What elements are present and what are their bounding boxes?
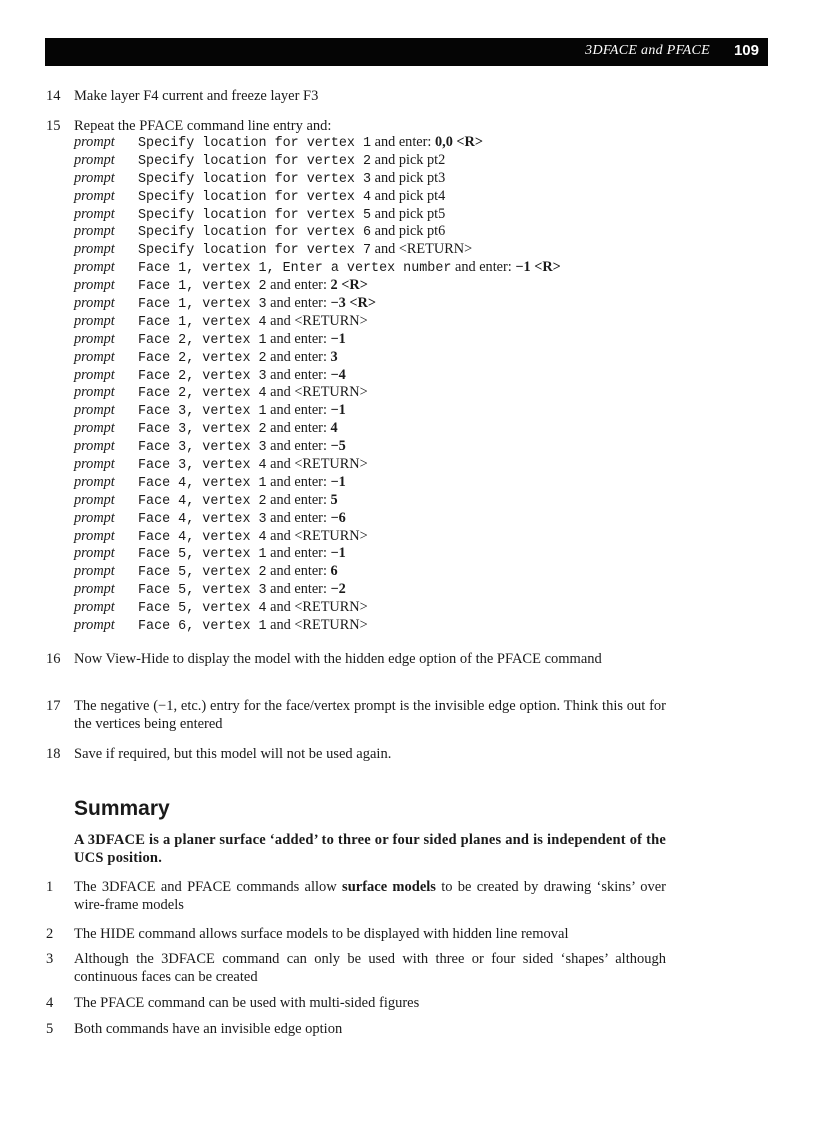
step-number: 17 (46, 698, 61, 714)
prompt-instruction: and enter: (266, 402, 331, 419)
step-number: 15 (46, 118, 61, 134)
command-prompt-text: Face 3, vertex 2 (138, 422, 267, 438)
prompt-label: prompt (74, 473, 115, 490)
prompt-row (74, 438, 674, 456)
prompt-row (74, 420, 674, 438)
prompt-row (74, 223, 674, 241)
step-text: Repeat the PFACE command line entry and: (74, 118, 332, 134)
prompt-instruction: and pick pt3 (371, 169, 446, 186)
prompt-instruction: and enter: (371, 134, 435, 150)
prompt-label: prompt (74, 277, 115, 294)
entered-value: 6 (330, 563, 338, 580)
command-prompt-text: Face 2, vertex 2 (138, 350, 267, 366)
command-prompt-text: Face 1, vertex 3 (138, 297, 267, 313)
prompt-instruction: and pick pt6 (371, 223, 446, 240)
prompt-row (74, 367, 674, 385)
command-prompt-text: Specify location for vertex 1 (138, 136, 372, 151)
prompt-label: prompt (74, 134, 115, 150)
step-text: The negative (−1, etc.) entry for the face/vertex prompt is the invisible edge option. Think this out for the vertices being entered (74, 698, 666, 732)
header-title: 3DFACE and PFACE (585, 43, 710, 58)
command-prompt-text: Face 2, vertex 4 (138, 386, 267, 402)
entered-value: −3 <R> (330, 295, 376, 312)
prompt-instruction: and enter: (451, 259, 516, 276)
summary-item-number: 1 (46, 879, 54, 895)
prompt-label: prompt (74, 241, 115, 258)
prompt-row (74, 349, 674, 367)
prompt-row (74, 241, 674, 259)
prompt-list (74, 134, 674, 635)
prompt-label: prompt (74, 348, 115, 365)
prompt-row (74, 617, 674, 635)
page-number: 109 (733, 42, 759, 59)
command-prompt-text: Face 5, vertex 4 (138, 601, 267, 617)
prompt-label: prompt (74, 527, 115, 544)
entered-value: −2 (330, 581, 346, 598)
prompt-label: prompt (74, 581, 115, 598)
prompt-row (74, 206, 674, 224)
command-prompt-text: Face 1, vertex 1, Enter a vertex number (138, 261, 452, 277)
prompt-row (74, 510, 674, 528)
summary-item-text: The PFACE command can be used with multi-sided figures (74, 995, 420, 1011)
command-prompt-text: Face 3, vertex 3 (138, 440, 267, 456)
prompt-row (74, 188, 674, 206)
prompt-row (74, 313, 674, 331)
prompt-instruction: and enter: (266, 563, 331, 580)
prompt-row (74, 581, 674, 599)
prompt-row (74, 402, 674, 420)
prompt-instruction: and enter: (266, 473, 331, 490)
prompt-instruction: and pick pt4 (371, 187, 446, 204)
command-prompt-text: Specify location for vertex 5 (138, 207, 372, 223)
entered-value: 2 <R> (330, 277, 368, 294)
summary-item-text: The HIDE command allows surface models to be displayed with hidden line removal (74, 926, 569, 942)
prompt-label: prompt (74, 259, 115, 276)
prompt-instruction: and pick pt2 (371, 151, 446, 168)
prompt-label: prompt (74, 205, 115, 222)
prompt-row (74, 134, 674, 152)
prompt-label: prompt (74, 563, 115, 580)
prompt-label: prompt (74, 402, 115, 419)
prompt-row (74, 259, 674, 277)
prompt-label: prompt (74, 509, 115, 526)
prompt-instruction: and enter: (266, 420, 331, 437)
command-prompt-text: Face 2, vertex 3 (138, 368, 267, 384)
command-prompt-text: Face 2, vertex 1 (138, 332, 267, 348)
command-prompt-text: Face 5, vertex 2 (138, 565, 267, 581)
entered-value: −1 (330, 473, 346, 490)
prompt-instruction: and enter: (266, 545, 331, 562)
prompt-row (74, 170, 674, 188)
prompt-label: prompt (74, 438, 115, 455)
prompt-instruction: and <RETURN> (266, 617, 368, 634)
prompt-row (74, 384, 674, 402)
step-number: 16 (46, 651, 61, 667)
prompt-label: prompt (74, 295, 115, 312)
step-number: 18 (46, 746, 61, 762)
prompt-label: prompt (74, 223, 115, 240)
prompt-label: prompt (74, 420, 115, 437)
command-prompt-text: Face 3, vertex 4 (138, 458, 267, 474)
entered-value: −6 (330, 509, 346, 526)
prompt-row (74, 545, 674, 563)
entered-value: 0,0 <R> (434, 134, 484, 150)
entered-value: −1 <R> (515, 259, 561, 276)
prompt-row (74, 563, 674, 581)
command-prompt-text: Face 1, vertex 4 (138, 314, 267, 330)
entered-value: −1 (330, 402, 346, 419)
prompt-row (74, 295, 674, 313)
prompt-instruction: and enter: (266, 366, 331, 383)
prompt-label: prompt (74, 599, 115, 616)
command-prompt-text: Face 3, vertex 1 (138, 404, 267, 420)
prompt-instruction: and pick pt5 (371, 205, 446, 222)
command-prompt-text: Face 4, vertex 3 (138, 511, 267, 527)
prompt-instruction: and enter: (266, 581, 331, 598)
command-prompt-text: Face 4, vertex 1 (138, 475, 267, 491)
summary-item-text: The 3DFACE and PFACE commands allow surface models to be created by drawing ‘skins’ over wire-frame models (74, 879, 666, 913)
entered-value: −4 (330, 366, 346, 383)
command-prompt-text: Face 5, vertex 1 (138, 547, 267, 563)
summary-item-number: 2 (46, 926, 54, 942)
prompt-row (74, 474, 674, 492)
prompt-label: prompt (74, 384, 115, 401)
prompt-instruction: and <RETURN> (266, 599, 368, 616)
entered-value: −5 (330, 438, 346, 455)
prompt-instruction: and enter: (266, 491, 331, 508)
command-prompt-text: Face 4, vertex 2 (138, 493, 267, 509)
entered-value: −1 (330, 545, 346, 562)
summary-intro: A 3DFACE is a planer surface ‘added’ to three or four sided planes and is independent of the UCS position. (74, 832, 666, 866)
command-prompt-text: Face 4, vertex 4 (138, 529, 267, 545)
prompt-label: prompt (74, 366, 115, 383)
prompt-label: prompt (74, 617, 115, 634)
command-prompt-text: Face 6, vertex 1 (138, 619, 267, 635)
prompt-row (74, 331, 674, 349)
entered-value: 5 (330, 491, 338, 508)
command-prompt-text: Specify location for vertex 6 (138, 225, 372, 241)
command-prompt-text: Specify location for vertex 4 (138, 189, 372, 205)
summary-item-number: 4 (46, 995, 54, 1011)
summary-item-number: 5 (46, 1021, 54, 1037)
summary-item-text: Although the 3DFACE command can only be used with three or four sided ‘shapes’ although continuous faces can be created (74, 951, 666, 985)
prompt-label: prompt (74, 491, 115, 508)
prompt-instruction: and <RETURN> (266, 456, 368, 473)
prompt-label: prompt (74, 312, 115, 329)
prompt-label: prompt (74, 151, 115, 168)
prompt-label: prompt (74, 187, 115, 204)
step-number: 14 (46, 88, 61, 104)
prompt-instruction: and <RETURN> (266, 384, 368, 401)
prompt-instruction: and enter: (266, 330, 331, 347)
command-prompt-text: Specify location for vertex 7 (138, 243, 372, 259)
command-prompt-text: Specify location for vertex 2 (138, 153, 372, 169)
entered-value: 4 (330, 420, 338, 437)
command-prompt-text: Specify location for vertex 3 (138, 171, 372, 187)
prompt-instruction: and enter: (266, 509, 331, 526)
prompt-row (74, 277, 674, 295)
prompt-instruction: and enter: (266, 295, 331, 312)
prompt-row (74, 152, 674, 170)
step-text: Make layer F4 current and freeze layer F3 (74, 88, 319, 104)
emphasis: surface models (342, 879, 436, 895)
prompt-instruction: and <RETURN> (266, 527, 368, 544)
prompt-label: prompt (74, 169, 115, 186)
prompt-label: prompt (74, 456, 115, 473)
prompt-label: prompt (74, 545, 115, 562)
step-text: Save if required, but this model will not be used again. (74, 746, 392, 762)
prompt-instruction: and <RETURN> (266, 312, 368, 329)
command-prompt-text: Face 5, vertex 3 (138, 583, 267, 599)
prompt-instruction: and <RETURN> (371, 241, 473, 258)
step-text: Now View-Hide to display the model with the hidden edge option of the PFACE command (74, 651, 602, 667)
entered-value: 3 (330, 348, 338, 365)
prompt-row (74, 492, 674, 510)
prompt-row (74, 456, 674, 474)
summary-heading: Summary (74, 797, 170, 820)
summary-item-number: 3 (46, 951, 54, 967)
prompt-instruction: and enter: (266, 277, 331, 294)
summary-item-text: Both commands have an invisible edge option (74, 1021, 343, 1037)
prompt-instruction: and enter: (266, 438, 331, 455)
prompt-instruction: and enter: (266, 348, 331, 365)
prompt-row (74, 599, 674, 617)
running-header (45, 38, 768, 66)
entered-value: −1 (330, 330, 346, 347)
prompt-label: prompt (74, 330, 115, 347)
command-prompt-text: Face 1, vertex 2 (138, 279, 267, 295)
prompt-row (74, 528, 674, 546)
